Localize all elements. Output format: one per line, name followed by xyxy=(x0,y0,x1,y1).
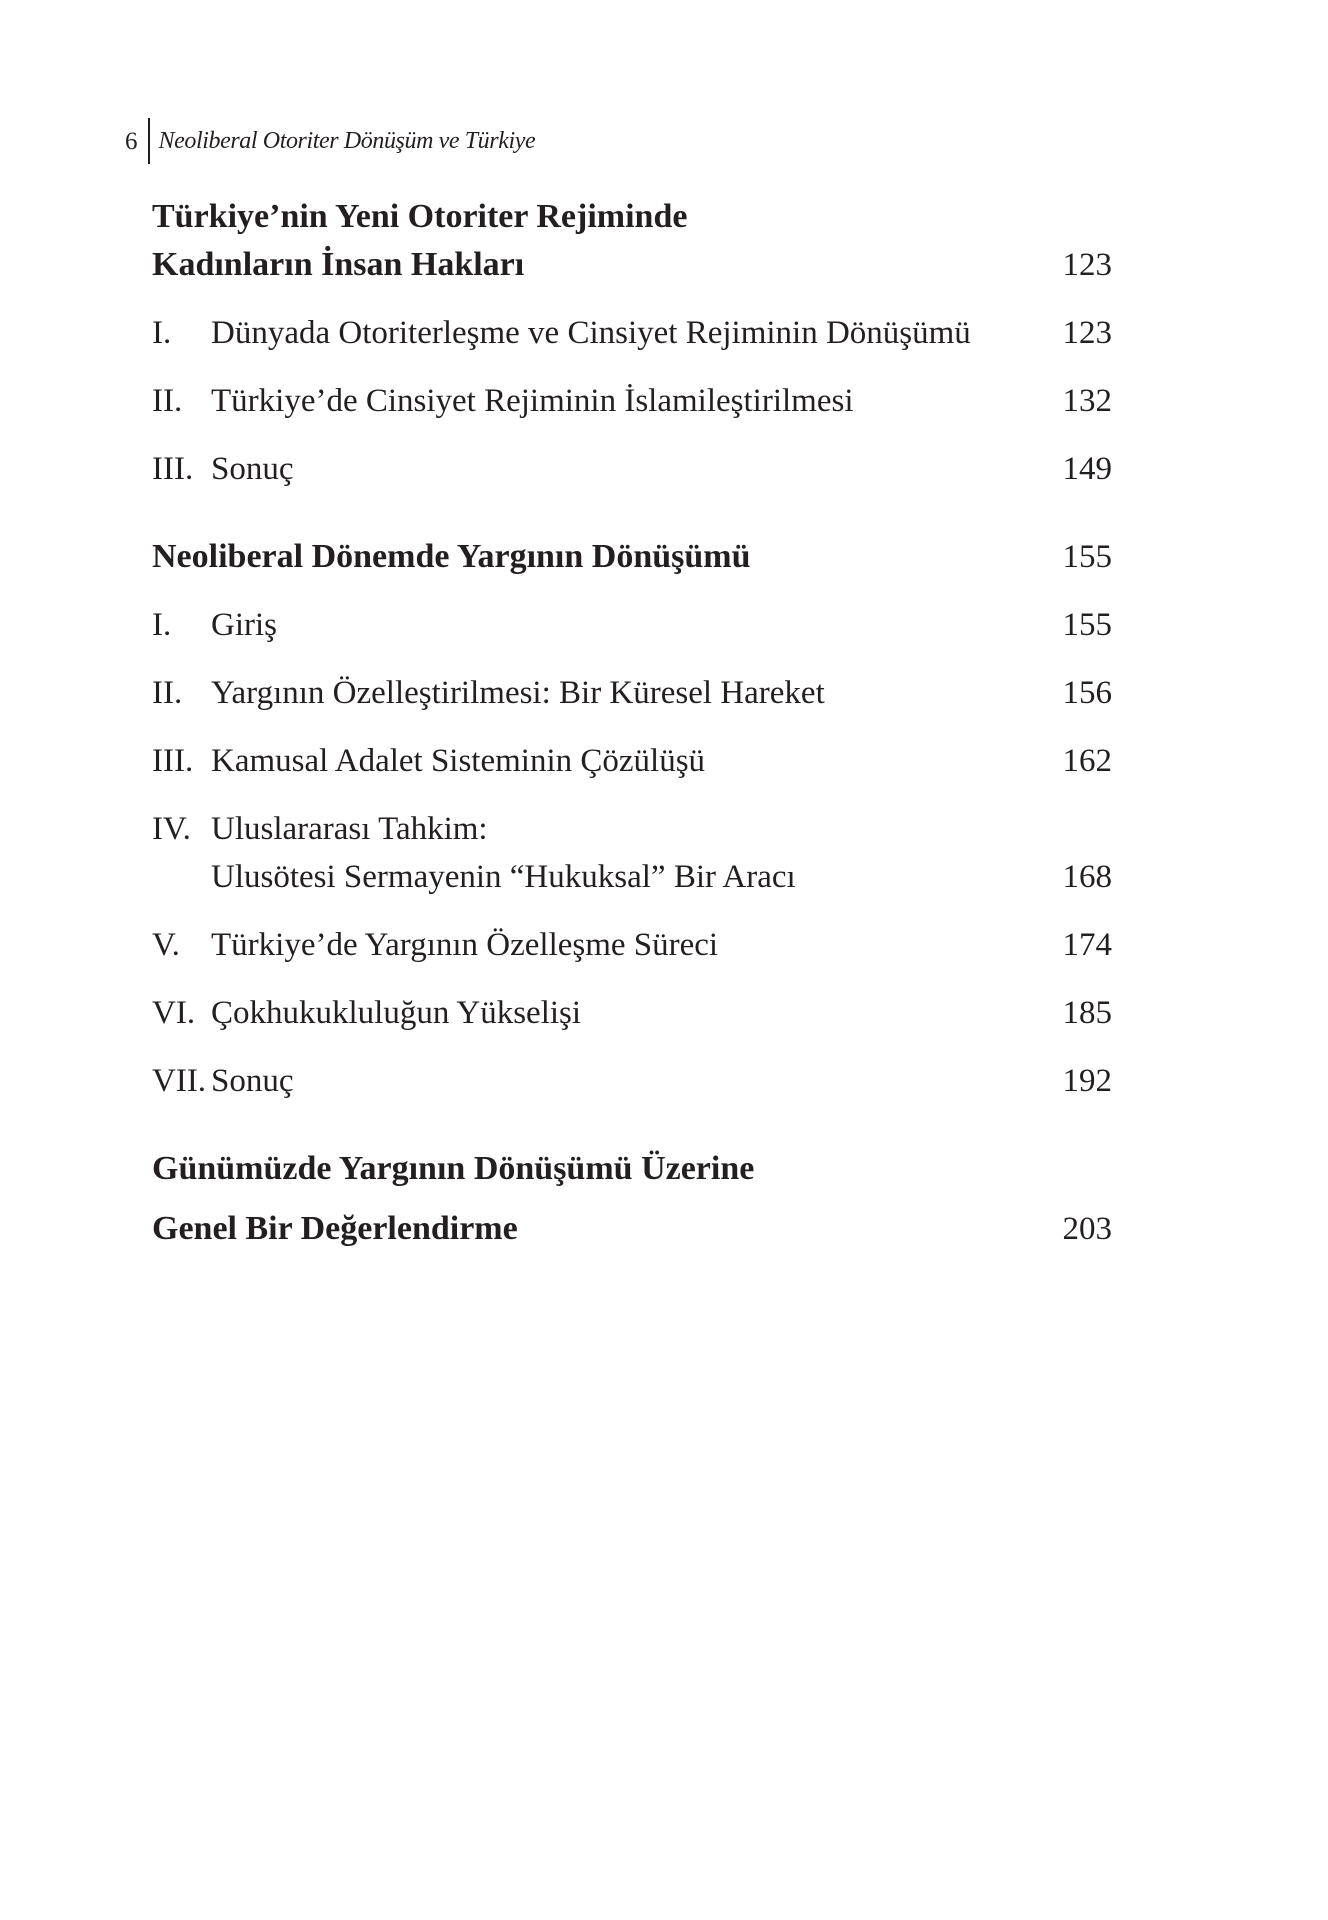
toc-section xyxy=(152,737,1112,785)
section-page-number: 174 xyxy=(1062,927,1112,963)
toc-section xyxy=(152,989,1112,1037)
section-page-number: 162 xyxy=(1062,743,1112,779)
section-page-number: 192 xyxy=(1062,1063,1112,1099)
section-number: I. xyxy=(152,315,172,351)
book-title: Neoliberal Otoriter Dönüşüm ve Türkiye xyxy=(158,127,536,154)
section-title: Sonuç xyxy=(211,1063,294,1099)
chapter-title-row xyxy=(152,1205,1112,1253)
toc-chapter xyxy=(152,533,1112,1105)
section-title: Türkiye’de Cinsiyet Rejiminin İslamileştirilmesi xyxy=(211,383,854,419)
section-title: Giriş xyxy=(211,607,277,643)
section-title: Dünyada Otoriterleşme ve Cinsiyet Rejiminin Dönüşümü xyxy=(211,315,971,351)
section-number: III. xyxy=(152,743,194,779)
page-number: 6 xyxy=(125,118,150,164)
toc-chapter xyxy=(152,1145,1112,1253)
section-number: I. xyxy=(152,607,172,643)
chapter-title: Günümüzde Yargının Dönüşümü Üzerine xyxy=(152,1150,755,1187)
chapter-title: Neoliberal Dönemde Yargının Dönüşümü xyxy=(152,538,751,575)
chapter-title: Türkiye’nin Yeni Otoriter Rejiminde xyxy=(152,198,688,235)
section-title-continued: Ulusötesi Sermayenin “Hukuksal” Bir Aracı xyxy=(211,859,796,895)
chapter-title: Genel Bir Değerlendirme xyxy=(152,1210,518,1247)
toc-section xyxy=(152,805,1112,901)
section-title: Yargının Özelleştirilmesi: Bir Küresel Hareket xyxy=(211,675,825,711)
section-page-number: 132 xyxy=(1062,383,1112,419)
section-number: V. xyxy=(152,927,180,963)
toc-section xyxy=(152,377,1112,425)
section-number: VI. xyxy=(152,995,196,1031)
toc-section xyxy=(152,921,1112,969)
section-title: Sonuç xyxy=(211,451,294,487)
toc-section xyxy=(152,601,1112,649)
chapter-title-row xyxy=(152,241,1112,289)
section-title: Kamusal Adalet Sisteminin Çözülüşü xyxy=(211,743,706,779)
chapter-title-row xyxy=(152,193,1112,241)
toc-chapter xyxy=(152,193,1112,493)
table-of-contents xyxy=(152,193,1112,1253)
chapter-page-number: 155 xyxy=(1062,539,1112,575)
section-page-number: 149 xyxy=(1062,451,1112,487)
chapter-title-row xyxy=(152,533,1112,581)
toc-section xyxy=(152,309,1112,357)
section-title: Uluslararası Tahkim: xyxy=(211,811,488,847)
chapter-page-number: 123 xyxy=(1062,247,1112,283)
toc-section xyxy=(152,669,1112,717)
section-page-number: 185 xyxy=(1062,995,1112,1031)
section-page-number: 156 xyxy=(1062,675,1112,711)
section-page-number: 155 xyxy=(1062,607,1112,643)
toc-section xyxy=(152,445,1112,493)
toc-section xyxy=(152,1057,1112,1105)
section-page-number: 123 xyxy=(1062,315,1112,351)
section-number: III. xyxy=(152,451,194,487)
section-title: Çokhukukluluğun Yükselişi xyxy=(211,995,582,1031)
chapter-title-row xyxy=(152,1145,1112,1193)
section-number: II. xyxy=(152,675,183,711)
section-page-number: 168 xyxy=(1062,859,1112,895)
running-header xyxy=(125,118,535,164)
chapter-page-number: 203 xyxy=(1062,1211,1112,1247)
section-title: Türkiye’de Yargının Özelleşme Süreci xyxy=(211,927,719,963)
chapter-title: Kadınların İnsan Hakları xyxy=(152,246,525,283)
section-number: VII. xyxy=(152,1063,207,1099)
section-number: IV. xyxy=(152,811,191,847)
section-number: II. xyxy=(152,383,183,419)
